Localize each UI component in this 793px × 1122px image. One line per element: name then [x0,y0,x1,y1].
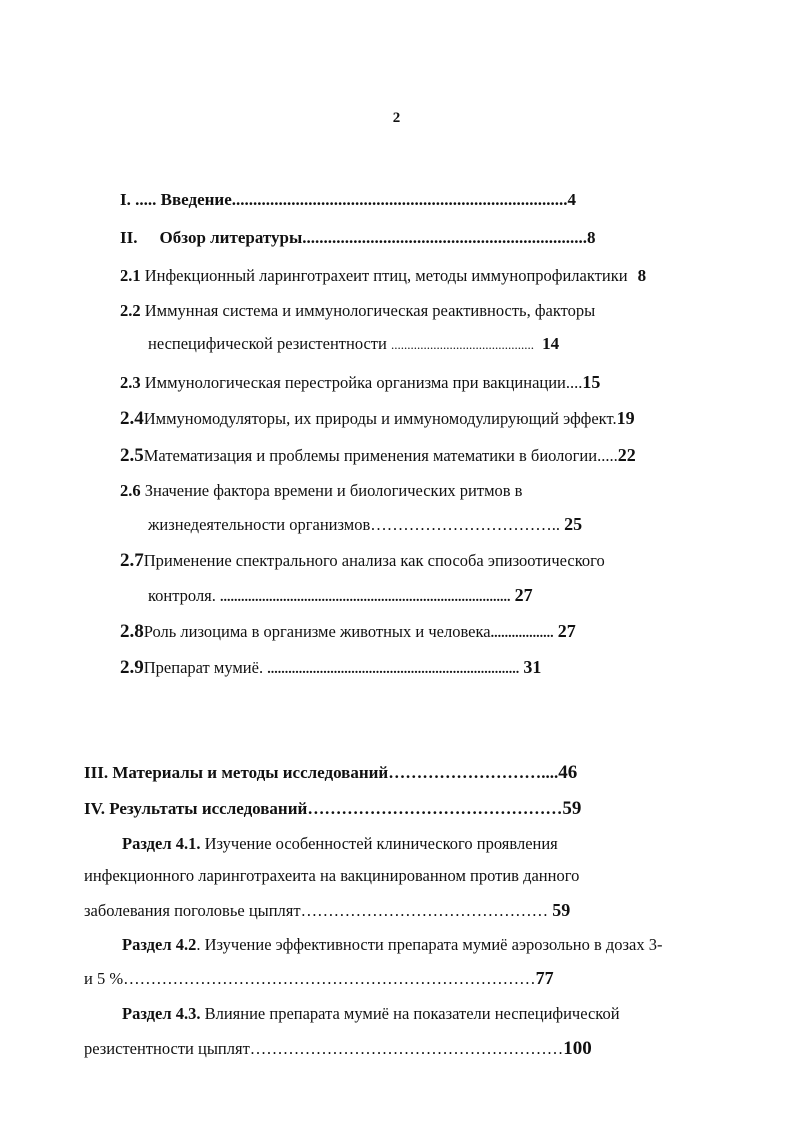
toc-entry-2-7[interactable] [120,550,605,572]
toc-dots: .... [565,373,583,392]
toc-title: Иммуномодуляторы, их природы и иммуномодулирующий эффект. [143,409,617,428]
toc-page: 15 [582,372,601,392]
toc-entry-2-7-cont[interactable] [148,585,533,606]
toc-page: 25 [564,514,583,534]
toc-num: 2.2 [120,301,141,320]
toc-dots: ............................................ [390,337,534,352]
page-number: 2 [392,110,401,126]
toc-entry-4-1-cont [84,866,579,886]
toc-page: 46 [558,762,578,783]
toc-dots: ........................................................................ [267,662,520,677]
toc-num: 2.4 [120,408,144,429]
toc-title-line1: Применение спектрального анализа как способа эпизоотического [143,551,605,570]
toc-page: 59 [552,900,571,920]
toc-dots: ................................................................................... [220,590,511,605]
toc-page: 27 [514,585,533,605]
toc-dots: ……………………………………… [300,901,549,920]
toc-entry-2-4[interactable] [120,408,635,430]
toc-num: 2.7 [120,550,144,571]
toc-text-line2: инфекционного ларинготрахеита на вакцинированном против данного [84,866,580,885]
toc-num: 2.8 [120,621,144,642]
toc-title: Математизация и проблемы применения математики в биологии [143,446,598,465]
toc-title-line2: контроля. [148,586,216,605]
toc-entry-2-6[interactable] [120,481,522,501]
toc-title-line1: Значение фактора времени и биологических ритмов в [144,481,523,500]
toc-text-line1: . Изучение эффективности препарата мумиё аэрозольно в дозах 3- [196,935,663,954]
toc-page: 77 [535,968,554,988]
toc-title-line2: неспецифической резистентности [148,334,387,353]
toc-dots: ……………………………………… [307,799,563,818]
toc-dots: ……………………….... [388,763,559,782]
toc-entry-4-2-cont[interactable] [84,968,554,989]
toc-label: Раздел 4.2 [122,935,197,954]
toc-dots: ............................................................................... [231,190,568,209]
toc-num: 2.5 [120,445,144,466]
toc-entry-2-6-cont[interactable] [148,514,582,535]
toc-entry-2-3[interactable] [120,372,600,393]
toc-dots: ………………………………………………………………… [123,969,536,988]
toc-text-line1: Изучение особенностей клинического проявления [204,834,558,853]
toc-title: Препарат мумиё. [143,658,264,677]
toc-entry-4-2[interactable] [122,935,662,955]
toc-title: III. Материалы и методы исследований [84,763,389,782]
toc-num: 2.3 [120,373,141,392]
toc-title: Обзор литературы [159,228,303,247]
toc-page: 27 [557,621,576,641]
toc-entry-results[interactable] [84,798,581,820]
toc-num: II. [120,228,138,247]
toc-title-line2: жизнедеятельности организмов [148,515,371,534]
toc-num: 2.9 [120,657,144,678]
toc-num: 2.1 [120,266,141,285]
toc-label: Раздел 4.1. [122,834,201,853]
toc-page: 31 [523,657,542,677]
toc-label: Раздел 4.3. [122,1004,201,1023]
toc-title-line1: Иммунная система и иммунологическая реактивность, факторы [144,301,596,320]
toc-title: Инфекционный ларинготрахеит птиц, методы иммунопрофилактики [144,266,628,285]
toc-num: I. ..... [120,190,157,209]
toc-entry-2-1[interactable] [120,266,646,286]
toc-dots: ..... [597,446,618,465]
toc-entry-review[interactable] [120,228,596,248]
toc-page: 22 [617,445,636,465]
toc-entry-2-5[interactable] [120,445,636,467]
toc-entry-intro[interactable] [120,190,576,210]
toc-dots: ………………………………………………… [249,1039,564,1058]
toc-entry-2-9[interactable] [120,657,541,679]
toc-dots: ................................................................... [302,228,587,247]
toc-text-line1: Влияние препарата мумиё на показатели неспецифической [204,1004,620,1023]
toc-num: 2.6 [120,481,141,500]
toc-dots: …………………………….. [370,515,561,534]
toc-title: Роль лизоцима в организме животных и человека [143,622,491,641]
toc-entry-4-3-cont[interactable] [84,1038,592,1060]
toc-entry-4-1-cont2[interactable] [84,900,570,921]
toc-page: 19 [616,408,635,428]
toc-entry-4-1[interactable] [122,834,558,854]
toc-entry-2-8[interactable] [120,621,576,643]
toc-page: 4 [567,190,576,209]
toc-text-line2: резистентности цыплят [84,1039,250,1058]
toc-page: 59 [562,798,582,819]
toc-page: 14 [542,334,560,353]
toc-title: Иммунологическая перестройка организма при вакцинации [144,373,566,392]
toc-entry-4-3[interactable] [122,1004,620,1024]
toc-entry-2-2-cont[interactable] [148,334,559,354]
toc-page: 8 [637,266,647,285]
toc-text-line2: и 5 % [84,969,124,988]
toc-title: IV. Результаты исследований [84,799,308,818]
toc-page: 8 [587,228,596,247]
toc-text-line3: заболевания поголовье цыплят [84,901,301,920]
toc-page: 100 [563,1038,592,1059]
toc-entry-2-2[interactable] [120,301,595,321]
toc-entry-materials[interactable] [84,762,577,784]
toc-title: Введение [160,190,232,209]
toc-dots: .................. [490,626,554,641]
